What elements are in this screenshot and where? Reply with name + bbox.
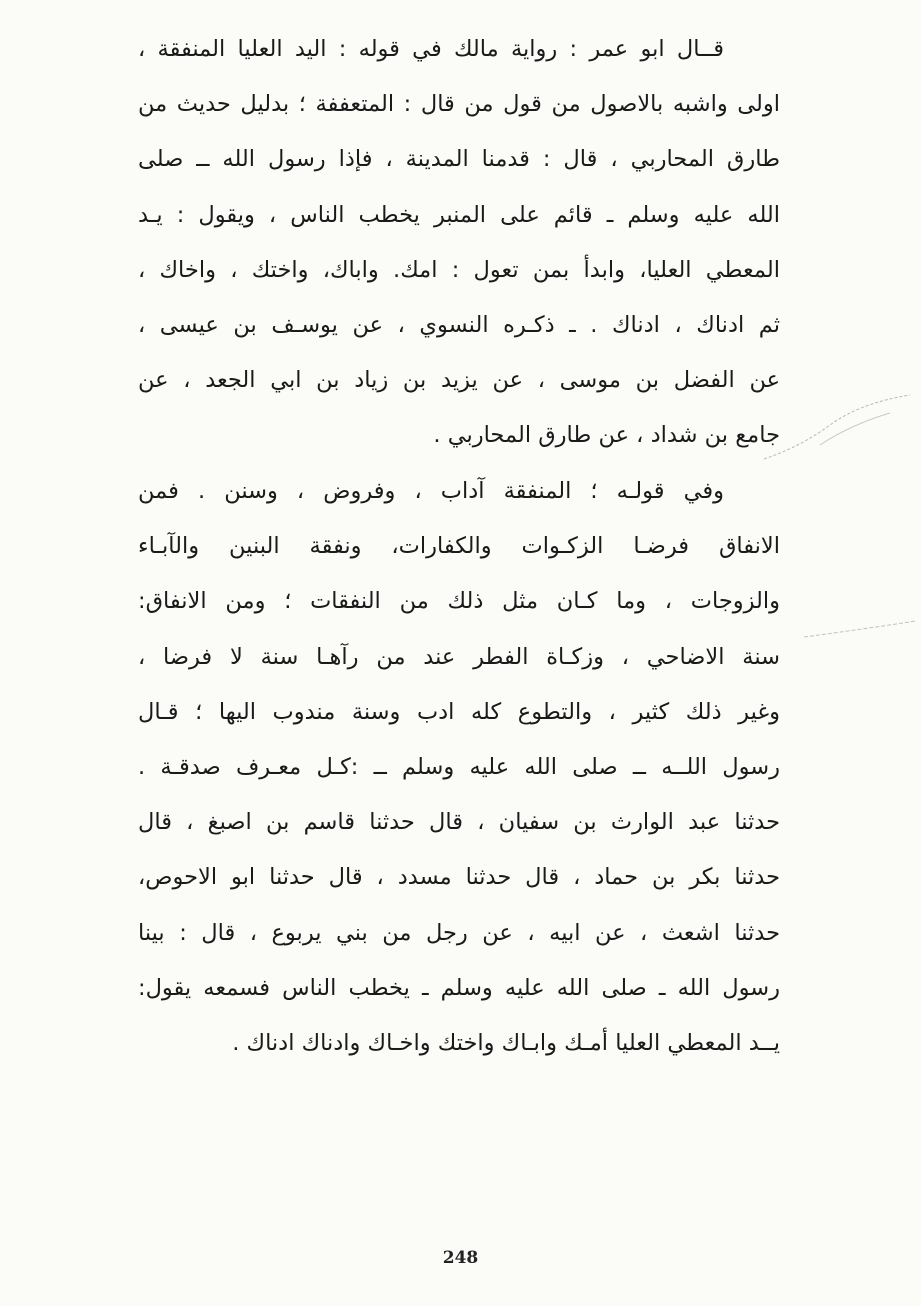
text-line: يــد المعطي العليا أمـك وابـاك واختك واخـاك وادناك ادناك . (232, 1029, 780, 1056)
page-number: 248 (442, 1248, 479, 1268)
paragraph-2 (138, 464, 780, 1071)
text-line: حدثنا عبد الوارث بن سفيان ، قال حدثنا قاسم بن اصبغ ، قال (138, 809, 780, 836)
scan-artifact-mark (800, 615, 921, 645)
text-line: سنة الاضاحي ، وزكـاة الفطر عند من رآهـا سنة لا فرضا ، (138, 643, 780, 670)
text-line: رسول اللــه ــ صلى الله عليه وسلم ــ :كـل معـرف صدقـة . (138, 753, 780, 780)
text-line: المعطي العليا، وابدأ بمن تعول : امك. واباك، واختك ، واخاك ، (138, 256, 780, 283)
text-line: الانفاق فرضـا الزكـوات والكفارات، ونفقة البنين والآبـاء (138, 533, 780, 560)
scan-artifact-mark (760, 385, 921, 465)
text-line: الله عليه وسلم ـ قائم على المنبر يخطب الناس ، ويقول : يـد (138, 201, 780, 228)
text-line: طارق المحاربي ، قال : قدمنا المدينة ، فإذا رسول الله ــ صلى (138, 146, 780, 173)
text-line: جامع بن شداد ، عن طارق المحاربي . (433, 422, 780, 449)
text-line: حدثنا بكر بن حماد ، قال حدثنا مسدد ، قال حدثنا ابو الاحوص، (138, 864, 780, 891)
paragraph-1 (138, 22, 780, 464)
text-line: رسول الله ـ صلى الله عليه وسلم ـ يخطب الناس فسمعه يقول: (138, 974, 780, 1001)
text-line: عن الفضل بن موسى ، عن يزيد بن زياد بن ابي الجعد ، عن (138, 367, 780, 394)
text-line: وفي قولـه ؛ المنفقة آداب ، وفروض ، وسنن . فمن (138, 478, 724, 504)
text-line: اولى واشبه بالاصول من قول من قال : المتعففة ؛ بدليل حديث من (138, 91, 780, 118)
text-line: حدثنا اشعث ، عن ابيه ، عن رجل من بني يربوع ، قال : بينا (138, 919, 780, 946)
text-line: ثم ادناك ، ادناك . ـ ذكـره النسوي ، عن يوسـف بن عيسى ، (138, 311, 780, 338)
text-line: والزوجات ، وما كـان مثل ذلك من النفقات ؛ ومن الانفاق: (138, 588, 780, 615)
text-line: وغير ذلك كثير ، والتطوع كله ادب وسنة مندوب اليها ؛ قـال (138, 698, 780, 725)
text-line: قــال ابو عمر : رواية مالك في قوله : اليد العليا المنفقة ، (138, 36, 724, 62)
